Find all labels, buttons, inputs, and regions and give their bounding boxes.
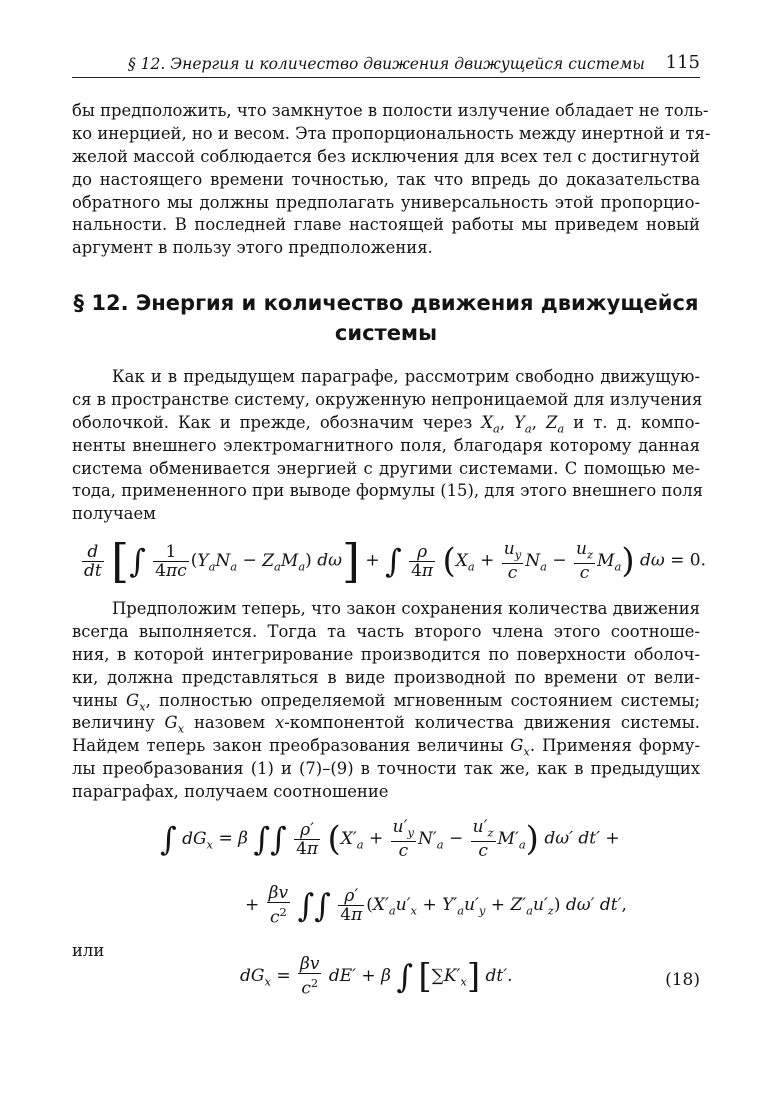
text-line: оболочкой. Как и прежде, обозначим через $X_a$, $Y_a$, $Z_a$ и т. д. компо-: [72, 412, 701, 436]
equation-dGx-integral-line1: ∫ $dG_x = \beta$ ∫∫ $\frac{\rho'}{4\pi}$ ($X'_a$ + $\frac{u'_y}{c}$ $N'_a$ − $\frac{u'_z}{c}$ $M'_a$) dω′ dt′ +: [160, 817, 620, 862]
equation-number: (18): [665, 970, 700, 990]
paragraph-momentum-conservation: [72, 598, 700, 804]
equation-dGx-integral-line2: + $\frac{\beta v}{c^2}$ ∫∫ $\frac{\rho'}{4\pi}$ $(X'_au'_x + Y'_au'_y + Z'_au'_z)$ dω′ dt′,: [245, 883, 627, 928]
text-line: чины $G_x$, полностью определяемой мгновенным состоянием системы;: [72, 690, 700, 713]
word-or: или: [72, 941, 105, 960]
text-line: желой массой соблюдается без исключения для всех тел с достигнутой: [72, 146, 700, 166]
text-line: ки, должна представляться в виде производной по времени от вели-: [72, 667, 700, 687]
text-line: ненты внешнего электромагнитного поля, благодаря которому данная: [72, 435, 700, 455]
text-line: ся в пространстве систему, окруженную непроницаемой для излучения: [72, 389, 703, 409]
text-line: получаем: [72, 504, 156, 524]
equation-momentum-balance: $\frac{d}{dt}$ [∫ $\frac{1}{4\pi c}$ $(Y_aN_a - Z_aM_a) d\omega$] + ∫ $\frac{\rho}{4\pi}$ ($X_a$ + $\frac{u_y}{c}$ $N_a$ − $\frac{u_z}{c}$ $M_a$) dω = 0.: [84, 534, 707, 588]
text-line: нальности. В последней главе настоящей работы мы приведем новый: [72, 215, 700, 235]
section-heading: [72, 288, 700, 348]
section-heading-line: § 12. Энергия и количество движения движущейся: [73, 291, 699, 315]
text-line: бы предположить, что замкнутое в полости излучение обладает не толь-: [72, 101, 709, 120]
text-line: Предположим теперь, что закон сохранения количества движения: [112, 599, 700, 618]
text-line: параграфах, получаем соотношение: [72, 782, 389, 802]
text-line: система обменивается энергией с другими системами. С помощью ме-: [72, 458, 700, 478]
section-heading-line: системы: [334, 321, 438, 345]
text-line: Как и в предыдущем параграфе, рассмотрим свободно движущую-: [112, 367, 700, 386]
text-line: ко инерцией, но и весом. Эта пропорциональность между инертной и тя-: [72, 123, 711, 143]
text-line: Найдем теперь закон преобразования величины $G_x$. Применяя форму-: [72, 736, 700, 759]
paragraph-inertia-weight: [72, 100, 711, 260]
text-line: до настоящего времени точностью, так что впредь до доказательства: [72, 169, 700, 189]
page-number: 115: [665, 52, 700, 73]
text-line: обратного мы должны предполагать универсальность этой пропорцио-: [72, 192, 700, 212]
text-line: тода, примененного при выводе формулы (15), для этого внешнего поля: [72, 481, 704, 501]
paragraph-external-field: [72, 366, 704, 526]
text-line: всегда выполняется. Тогда та часть второго члена этого соотноше-: [72, 621, 700, 641]
equation-18: $dG_x$ = $\frac{\beta v}{c^2}$ dE′ + β ∫ $[\sum K'_x]$ dt′.: [240, 954, 513, 999]
text-line: величину $G_x$ назовем x-компонентой количества движения системы.: [72, 713, 700, 736]
text-line: аргумент в пользу этого предположения.: [72, 238, 433, 258]
running-head: [72, 51, 700, 78]
text-line: лы преобразования (1) и (7)–(9) в точности так же, как в предыдущих: [72, 759, 700, 779]
running-head-title: § 12. Энергия и количество движения движущейся системы: [128, 55, 645, 73]
text-line: ния, в которой интегрирование производится по поверхности оболоч-: [72, 644, 700, 664]
